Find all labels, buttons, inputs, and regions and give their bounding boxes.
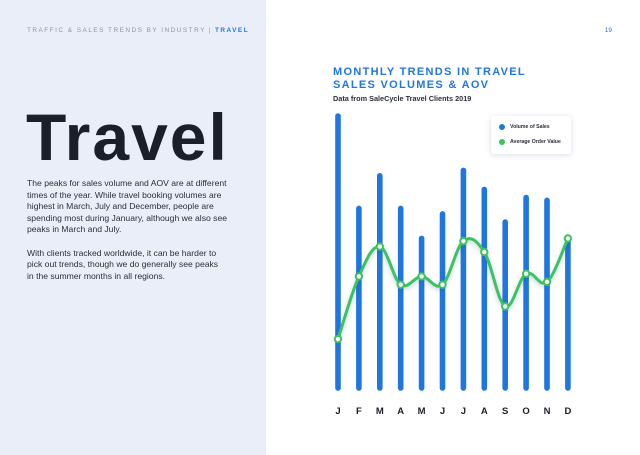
x-tick-label-12: D [564, 406, 572, 417]
breadcrumb-separator: | [208, 27, 213, 34]
chart-subtitle: Data from SaleCycle Travel Clients 2019 [333, 94, 472, 103]
x-tick-label-6: J [439, 406, 446, 417]
aov-point-1 [335, 336, 341, 342]
x-tick-label-7: J [460, 406, 467, 417]
chart-legend [491, 116, 571, 154]
breadcrumb-section-name: TRAVEL [215, 27, 250, 34]
aov-point-3 [377, 243, 383, 249]
aov-point-12 [565, 235, 571, 241]
x-tick-label-9: S [502, 406, 509, 417]
aov-point-4 [398, 281, 404, 287]
aov-point-2 [356, 273, 362, 279]
x-tick-label-1: J [335, 406, 341, 417]
x-tick-label-5: M [417, 406, 426, 417]
legend-swatch-volume [499, 124, 505, 130]
legend-label-aov: Average Order Value [510, 139, 561, 145]
breadcrumb-section-path: TRAFFIC & SALES TRENDS BY INDUSTRY [27, 27, 206, 34]
body-paragraph-1: The peaks for sales volume and AOV are at different times of the year. While travel booking volumes are highest in March, July and December, people are spending most during January, although we also see peaks in March and July. [27, 178, 228, 234]
x-tick-label-8: A [480, 406, 488, 417]
x-tick-label-11: N [543, 406, 551, 417]
body-paragraph-2: With clients tracked worldwide, it can be harder to pick out trends, though we do generally see peaks in the summer months in all regions. [27, 247, 219, 281]
legend-item-volume [499, 124, 550, 130]
x-tick-label-3: M [375, 406, 384, 417]
legend-swatch-aov [499, 139, 505, 145]
aov-point-5 [418, 273, 424, 279]
aov-point-11 [544, 279, 550, 285]
x-tick-label-2: F [355, 406, 362, 417]
x-tick-label-4: A [397, 406, 405, 417]
aov-point-6 [439, 281, 445, 287]
x-tick-label-10: O [522, 406, 530, 417]
aov-line [338, 238, 568, 339]
chart-title: MONTHLY TRENDS IN TRAVEL SALES VOLUMES & AOV [333, 66, 526, 91]
aov-point-7 [460, 238, 466, 244]
aov-point-8 [481, 249, 487, 255]
legend-item-aov [499, 139, 561, 145]
aov-point-9 [502, 303, 508, 309]
page-title: Travel [26, 100, 229, 174]
legend-label-volume: Volume of Sales [510, 124, 550, 130]
aov-point-10 [523, 271, 529, 277]
page-number: 19 [604, 27, 612, 34]
